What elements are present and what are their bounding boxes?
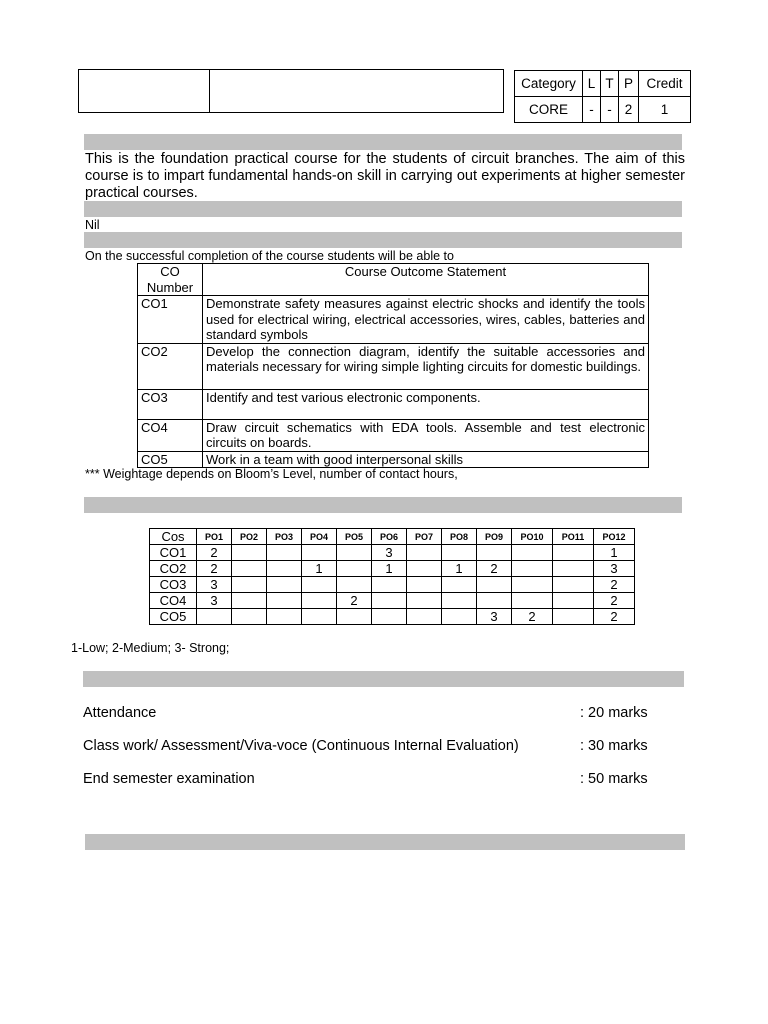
mapping-cell	[267, 609, 302, 625]
mapping-cell	[232, 545, 267, 561]
po-header: PO2	[232, 529, 267, 545]
po-header: PO4	[302, 529, 337, 545]
evaluation-value: : 50 marks	[580, 771, 648, 787]
po-header: PO11	[553, 529, 594, 545]
evaluation-label: Attendance	[83, 705, 157, 721]
mapping-cell	[553, 577, 594, 593]
t-value: -	[601, 97, 619, 123]
po-header: PO5	[337, 529, 372, 545]
po-header: PO10	[512, 529, 553, 545]
mapping-cell	[267, 561, 302, 577]
l-value: -	[583, 97, 601, 123]
prerequisite-text: Nil	[85, 218, 100, 232]
category-header-cell: Category	[515, 71, 583, 97]
po-header: PO7	[407, 529, 442, 545]
course-header-box	[78, 69, 504, 113]
po-header: PO12	[594, 529, 635, 545]
mapping-cell: 2	[197, 561, 232, 577]
mapping-cell	[197, 609, 232, 625]
category-value: CORE	[515, 97, 583, 123]
co-statement: Develop the connection diagram, identify the suitable accessories and materials necessary for wiring simple lighting circuits for domestic buildings.	[203, 343, 649, 389]
po-header-row	[150, 529, 635, 545]
section-bar-objective	[84, 134, 682, 150]
co-number: CO4	[138, 419, 203, 451]
co-number: CO2	[138, 343, 203, 389]
mapping-cell: CO5	[150, 609, 197, 625]
mapping-cell	[407, 561, 442, 577]
mapping-cell	[553, 593, 594, 609]
mapping-cell	[407, 609, 442, 625]
mapping-cell	[407, 593, 442, 609]
course-header-divider	[209, 70, 210, 112]
po-header: PO6	[372, 529, 407, 545]
mapping-cell	[372, 609, 407, 625]
mapping-cell: 2	[337, 593, 372, 609]
mapping-cell: 2	[594, 593, 635, 609]
mapping-cell	[302, 609, 337, 625]
mapping-row	[150, 545, 635, 561]
section-bar-prerequisite	[84, 201, 682, 217]
co-po-mapping-table	[149, 528, 635, 625]
mapping-row	[150, 561, 635, 577]
mapping-cell	[267, 545, 302, 561]
mapping-cell	[512, 561, 553, 577]
co-row	[138, 343, 649, 389]
mapping-cell	[512, 545, 553, 561]
mapping-cell	[232, 609, 267, 625]
p-header-cell: P	[619, 71, 639, 97]
evaluation-value: : 30 marks	[580, 738, 648, 754]
category-value-row	[515, 97, 691, 123]
mapping-legend: 1-Low; 2-Medium; 3- Strong;	[71, 641, 230, 655]
cos-header: Cos	[150, 529, 197, 545]
co-row	[138, 389, 649, 419]
po-header: PO3	[267, 529, 302, 545]
section-bar-outcomes	[84, 232, 682, 248]
mapping-cell: 3	[372, 545, 407, 561]
mapping-row	[150, 593, 635, 609]
mapping-cell: 2	[594, 577, 635, 593]
mapping-cell	[232, 577, 267, 593]
mapping-cell	[512, 577, 553, 593]
mapping-cell: 3	[197, 593, 232, 609]
section-bar-evaluation	[83, 671, 684, 687]
mapping-cell	[372, 577, 407, 593]
co-statement: Work in a team with good interpersonal skills	[203, 451, 649, 468]
mapping-cell	[232, 561, 267, 577]
po-header: PO9	[477, 529, 512, 545]
mapping-cell	[372, 593, 407, 609]
section-bar-bottom	[85, 834, 685, 850]
credit-value: 1	[639, 97, 691, 123]
po-header: PO8	[442, 529, 477, 545]
mapping-cell	[477, 577, 512, 593]
mapping-cell: 2	[594, 609, 635, 625]
mapping-cell: 3	[197, 577, 232, 593]
category-header-row	[515, 71, 691, 97]
co-statement: Identify and test various electronic components.	[203, 389, 649, 419]
p-value: 2	[619, 97, 639, 123]
mapping-cell	[337, 577, 372, 593]
objective-text: This is the foundation practical course for the students of circuit branches. The aim of this course is to impart fundamental hands-on skill in carrying out experiments at higher semester practical courses.	[85, 151, 685, 201]
mapping-cell: 2	[512, 609, 553, 625]
mapping-cell: 3	[594, 561, 635, 577]
mapping-cell	[442, 593, 477, 609]
mapping-cell	[302, 545, 337, 561]
mapping-cell	[407, 577, 442, 593]
mapping-cell: 1	[302, 561, 337, 577]
mapping-cell	[267, 593, 302, 609]
mapping-cell	[553, 545, 594, 561]
weightage-note: *** Weightage depends on Bloom’s Level, number of contact hours,	[85, 467, 458, 481]
mapping-cell	[337, 609, 372, 625]
mapping-cell	[442, 577, 477, 593]
mapping-cell: 3	[477, 609, 512, 625]
evaluation-label: End semester examination	[83, 771, 255, 787]
evaluation-value: : 20 marks	[580, 705, 648, 721]
mapping-cell: 1	[594, 545, 635, 561]
mapping-cell	[477, 545, 512, 561]
mapping-row	[150, 577, 635, 593]
mapping-cell	[302, 577, 337, 593]
mapping-cell: CO2	[150, 561, 197, 577]
category-table	[514, 70, 691, 123]
co-statement: Draw circuit schematics with EDA tools. Assemble and test electronic circuits on boards.	[203, 419, 649, 451]
co-number: CO1	[138, 296, 203, 344]
co-number: CO3	[138, 389, 203, 419]
mapping-cell: CO3	[150, 577, 197, 593]
mapping-cell	[442, 609, 477, 625]
mapping-cell	[477, 593, 512, 609]
mapping-row	[150, 609, 635, 625]
mapping-cell	[337, 545, 372, 561]
section-bar-mapping	[84, 497, 682, 513]
mapping-cell: 1	[442, 561, 477, 577]
evaluation-label: Class work/ Assessment/Viva-voce (Continuous Internal Evaluation)	[83, 738, 519, 754]
co-row	[138, 451, 649, 468]
po-header: PO1	[197, 529, 232, 545]
mapping-cell	[267, 577, 302, 593]
co-row	[138, 296, 649, 344]
mapping-cell	[232, 593, 267, 609]
mapping-cell: CO1	[150, 545, 197, 561]
course-outcome-table	[137, 263, 649, 468]
mapping-cell: CO4	[150, 593, 197, 609]
mapping-cell: 2	[477, 561, 512, 577]
mapping-cell: 1	[372, 561, 407, 577]
mapping-cell	[407, 545, 442, 561]
co-number-header: CO Number	[138, 264, 203, 296]
co-header-row	[138, 264, 649, 296]
mapping-cell	[442, 545, 477, 561]
co-statement-header: Course Outcome Statement	[203, 264, 649, 296]
outcomes-intro: On the successful completion of the course students will be able to	[85, 249, 454, 263]
t-header-cell: T	[601, 71, 619, 97]
mapping-cell	[553, 609, 594, 625]
mapping-cell	[302, 593, 337, 609]
credit-header-cell: Credit	[639, 71, 691, 97]
l-header-cell: L	[583, 71, 601, 97]
co-statement: Demonstrate safety measures against electric shocks and identify the tools used for electrical wiring, electrical accessories, wires, cables, batteries and standard symbols	[203, 296, 649, 344]
mapping-cell: 2	[197, 545, 232, 561]
mapping-cell	[337, 561, 372, 577]
co-row	[138, 419, 649, 451]
mapping-cell	[512, 593, 553, 609]
co-number: CO5	[138, 451, 203, 468]
mapping-cell	[553, 561, 594, 577]
